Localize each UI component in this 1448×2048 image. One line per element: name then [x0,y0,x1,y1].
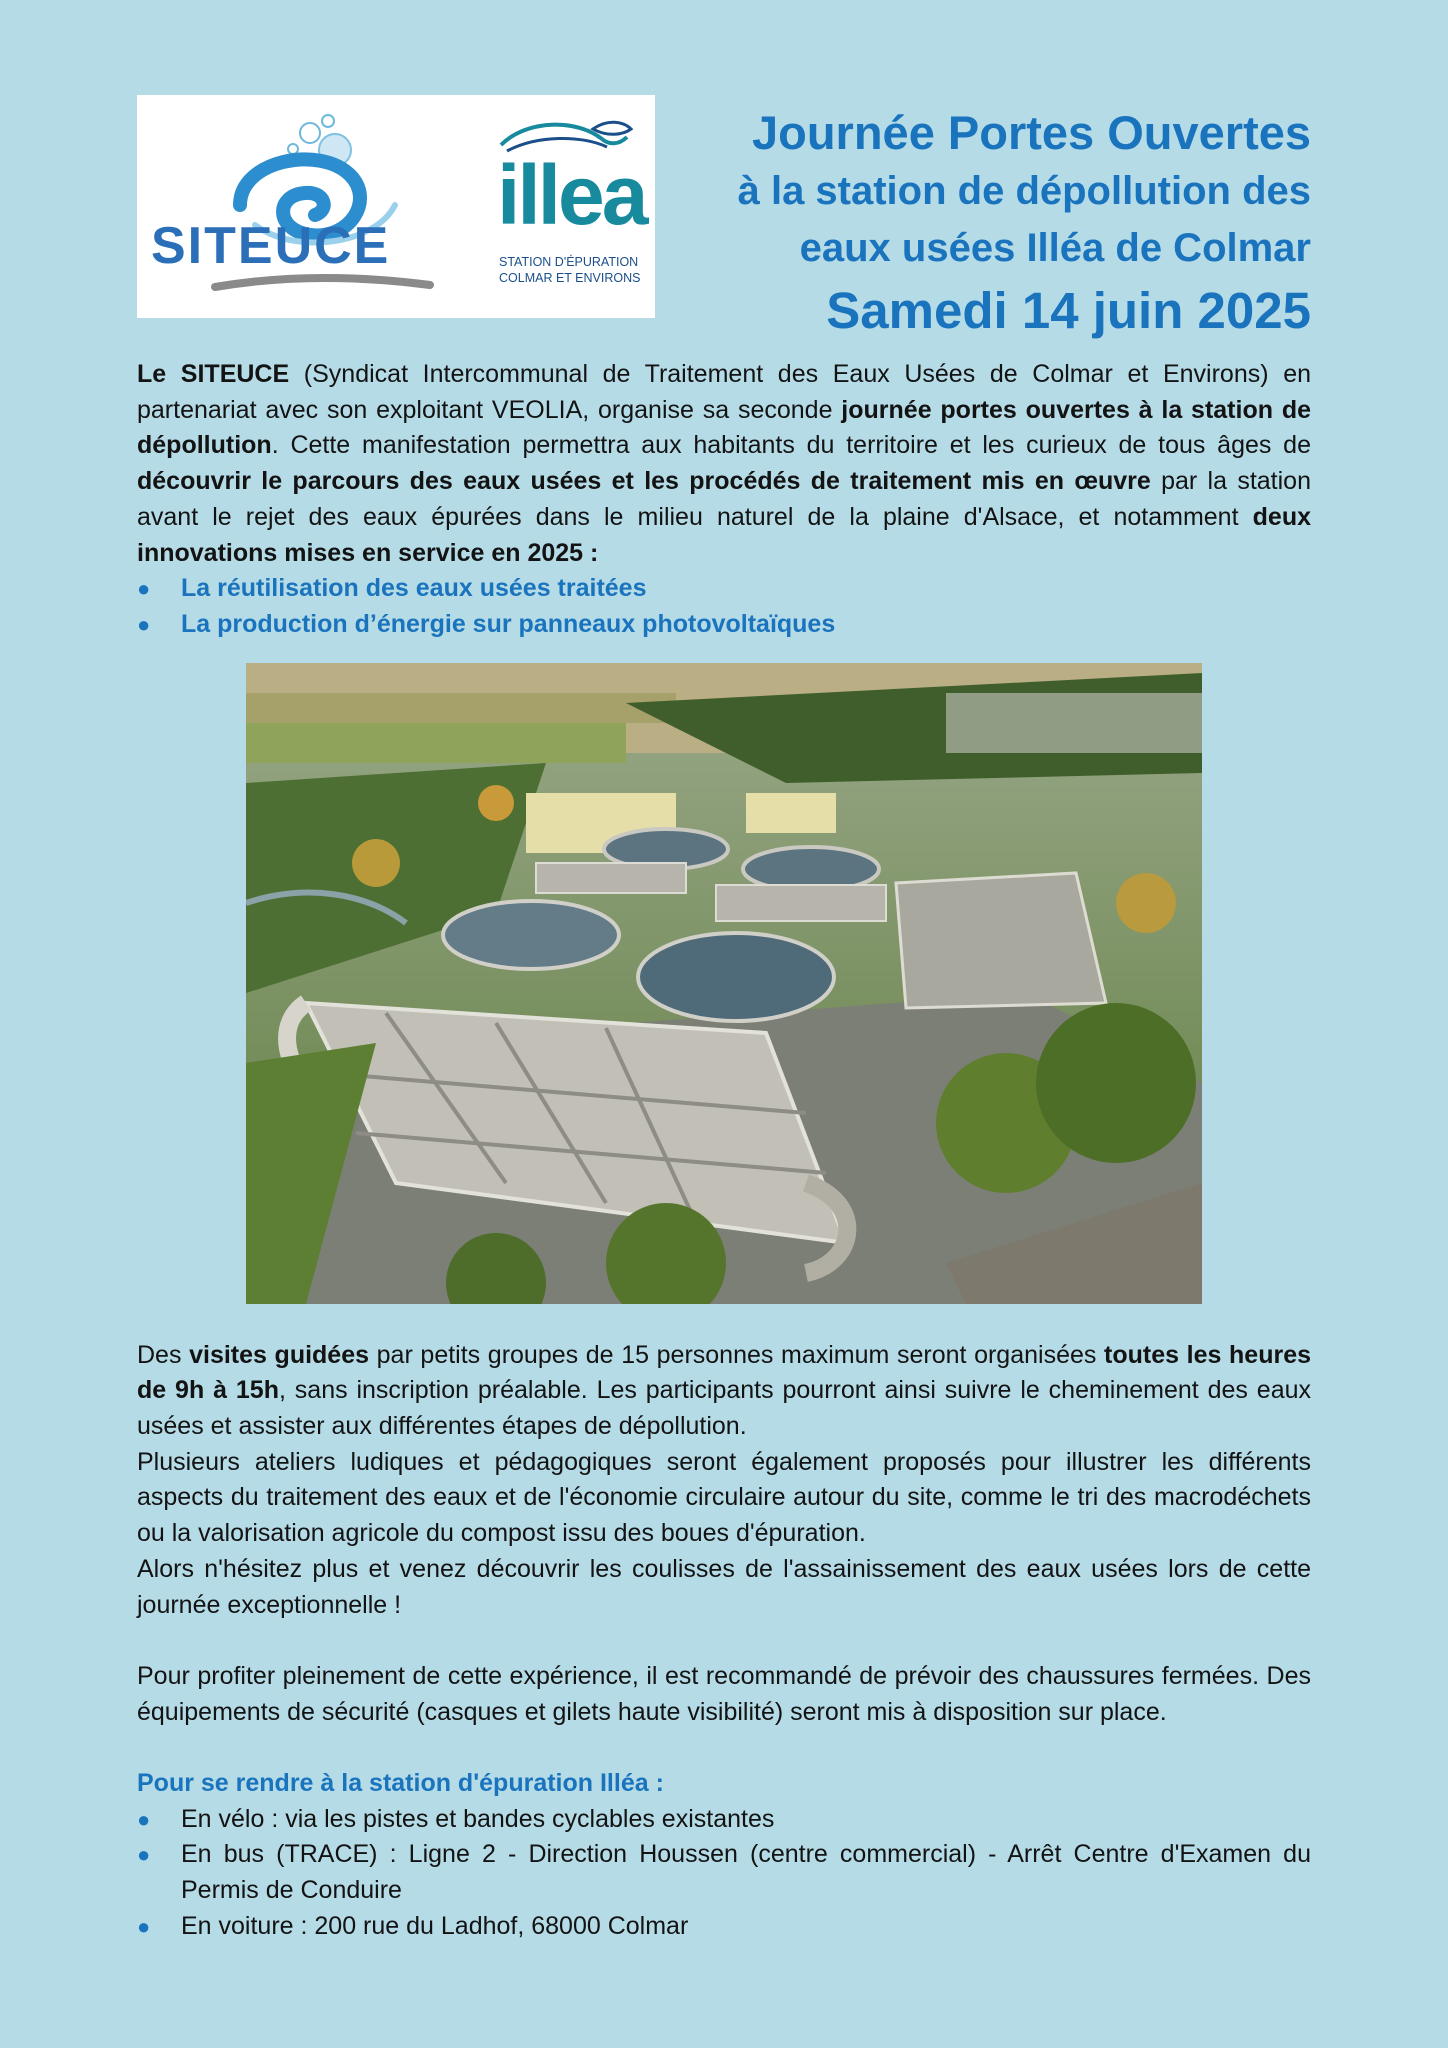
list-item [137,1837,1311,1908]
visits-text-3: , sans inscription préalable. Les participants pourront ainsi suivre le cheminement des eaux usées et assister aux différentes étapes de dépollution. [137,1376,1312,1441]
bullet-icon: ● [137,1842,151,1868]
safety-paragraph: Pour profiter pleinement de cette expérience, il est recommandé de prévoir des chaussures fermées. Des équipements de sécurité (casques et gilets haute visibilité) seront mis à disposition sur place. [137,1661,1311,1726]
visits-text-1: Des [137,1340,190,1369]
intro-text-1: (Syndicat Intercommunal de Traitement des Eaux Usées de Colmar et Environs) en partenariat avec son exploitant VEOLIA, organise sa seconde [137,360,1311,424]
innovation-label: La production d’énergie sur panneaux photovoltaïques [181,609,836,638]
visits-bold-1: visites guidées [189,1340,370,1369]
list-item [137,571,1311,607]
intro-bold-4: deux innovations mises en service en 2025 : [137,502,1311,567]
event-subtitle-line1: à la station de dépollution des [737,169,1311,213]
intro-paragraph [137,357,1311,571]
siteuce-logo [145,105,465,305]
list-item [137,607,1311,643]
access-heading: Pour se rendre à la station d'épuration Illéa : [137,1769,664,1798]
event-subtitle-line2: eaux usées Illéa de Colmar [799,226,1311,270]
title-block [738,103,1311,343]
workshops-paragraph: Plusieurs ateliers ludiques et pédagogiques seront également proposés pour illustrer les différents aspects du traitement des eaux et de l'économie circulaire autour du site, comme le tri des macrodéchets ou la valorisation agricole du compost issu des boues d'épuration. [137,1447,1311,1548]
access-item-bus: En bus (TRACE) : Ligne 2 - Direction Houssen (centre commercial) - Arrêt Centre d'Examen du Permis de Conduire [181,1840,1311,1905]
access-item-bike: En vélo : via les pistes et bandes cyclables existantes [181,1804,775,1833]
intro-bold-1: Le SITEUCE [137,360,290,388]
illea-logo [497,115,647,305]
visits-text-2: par petits groupes de 15 personnes maximum seront organisées [369,1340,1105,1369]
logo-banner [137,95,655,318]
invitation-paragraph: Alors n'hésitez plus et venez découvrir les coulisses de l'assainissement des eaux usées lors de cette journée exceptionnelle ! [137,1554,1311,1619]
event-title: Journée Portes Ouvertes [752,106,1311,159]
flyer-page [137,95,1311,1945]
bullet-icon: ● [137,611,151,637]
bullet-icon: ● [137,1913,151,1939]
intro-text-3: par la station avant le rejet des eaux épurées dans le milieu naturel de la plaine d'Alsace, et notamment [137,467,1311,531]
intro-text-2: . Cette manifestation permettra aux habitants du territoire et les curieux de tous âges de [271,431,1311,460]
visits-bold-2: toutes les heures de 9h à 15h [137,1340,1312,1405]
intro-bold-3: découvrir le parcours des eaux usées et les procédés de traitement mis en œuvre [137,467,1151,496]
svg-text:SITEUCE: SITEUCE [151,217,391,275]
bullet-icon: ● [137,576,151,602]
visits-paragraph [137,1338,1311,1445]
access-list [137,1802,1311,1945]
bullet-icon: ● [137,1806,151,1832]
header [137,95,1311,357]
access-item-car: En voiture : 200 rue du Ladhof, 68000 Colmar [181,1911,689,1940]
innovations-list [137,571,1311,642]
intro-bold-2: journée portes ouvertes à la station de dépollution [137,395,1311,460]
station-aerial-photo [246,663,1202,1304]
event-date: Samedi 14 juin 2025 [826,282,1311,339]
list-item [137,1802,1311,1838]
innovation-label: La réutilisation des eaux usées traitées [181,574,647,603]
illea-logo-word: illea [497,148,646,242]
illea-logo-subtitle: STATION D'ÉPURATION COLMAR ET ENVIRONS [499,255,641,285]
list-item [137,1909,1311,1945]
